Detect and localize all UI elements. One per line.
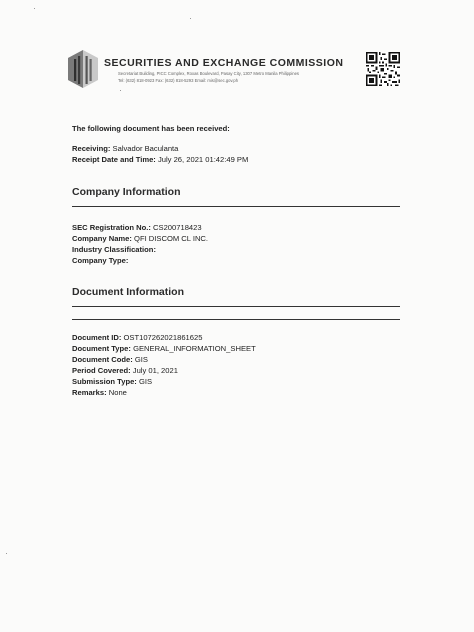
receipt-value: July 26, 2021 01:42:49 PM [157,155,249,164]
company-divider [72,206,400,207]
period-row [72,366,178,375]
receipt-row [72,155,248,164]
submission-row [72,377,152,386]
sec-reg-label: SEC Registration No.: [72,223,151,232]
document-code-row [72,355,148,364]
receiving-value: Salvador Baculanta [112,144,179,153]
document-code-label: Document Code: [72,355,133,364]
receiving-label: Receiving: [72,144,111,153]
company-name-value: QFI DISCOM CL INC. [134,234,209,243]
company-type-label: Company Type: [72,256,129,265]
sec-reg-row [72,223,202,232]
document-id-label: Document ID: [72,333,122,342]
org-contact: Tel: (632) 818-0923 Fax: (632) 818-5293 Email: mis@sec.gov.ph [118,78,239,83]
industry-row [72,245,156,254]
receiving-row [72,144,178,153]
document-type-row [72,344,256,353]
remarks-row [72,388,127,397]
submission-value: GIS [138,377,153,386]
sec-reg-value: CS200718423 [153,223,202,232]
sec-logo-icon [68,50,98,88]
document-id-row [72,333,202,342]
document-divider-1 [72,306,400,307]
period-value: July 01, 2021 [132,366,178,375]
document-info-title: Document Information [72,286,184,298]
document-divider-2 [72,319,400,320]
org-address: Secretariat Building, PICC Complex, Roxas Boulevard, Pasay City, 1307 Metro Manila Philippines [118,71,299,76]
company-type-row [72,256,128,265]
receipt-label: Receipt Date and Time: [72,155,156,164]
company-name-row [72,234,208,243]
document-code-value: GIS [134,355,148,364]
company-name-label: Company Name: [72,234,132,243]
remarks-value: None [108,388,127,397]
company-info-title: Company Information [72,186,181,198]
org-name: SECURITIES AND EXCHANGE COMMISSION [104,57,344,69]
document-type-label: Document Type: [72,344,131,353]
qr-code-icon [366,52,400,86]
submission-label: Submission Type: [72,377,137,386]
document-type-value: GENERAL_INFORMATION_SHEET [133,344,256,353]
industry-label: Industry Classification: [72,245,156,254]
remarks-label: Remarks: [72,388,107,397]
received-heading: The following document has been received: [72,124,230,133]
period-label: Period Covered: [72,366,131,375]
document-id-value: OST107262021861625 [123,333,203,342]
